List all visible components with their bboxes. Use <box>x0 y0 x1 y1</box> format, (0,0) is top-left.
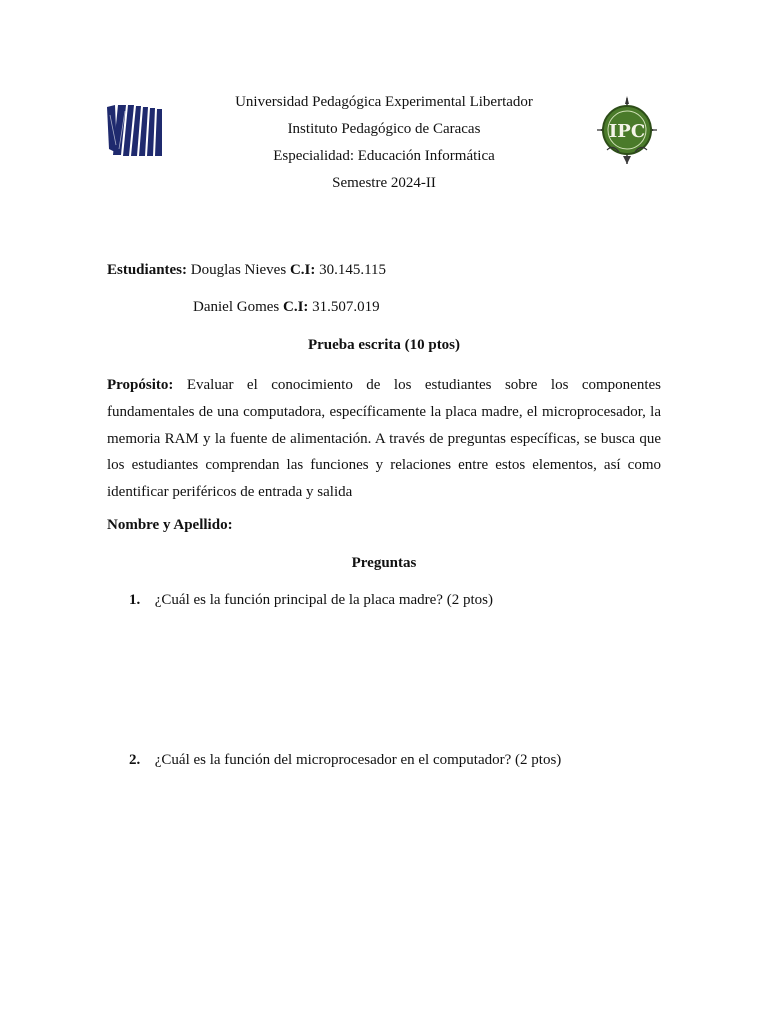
student-name: Douglas Nieves <box>190 262 287 278</box>
question-item <box>129 752 561 769</box>
question-text: ¿Cuál es la función del microprocesador en el computador? (2 ptos) <box>154 752 562 768</box>
ci-label: C.I: <box>289 262 316 278</box>
student-name: Daniel Gomes <box>193 299 280 315</box>
purpose-label: Propósito: <box>107 377 174 393</box>
test-title: Prueba escrita (10 ptos) <box>307 337 461 353</box>
question-number: 2. <box>129 752 141 768</box>
institute-name: Instituto Pedagógico de Caracas <box>287 121 481 137</box>
students-line-1 <box>107 262 386 279</box>
purpose-paragraph <box>107 372 661 506</box>
upel-logo-icon <box>107 105 163 156</box>
students-label: Estudiantes: <box>107 262 188 278</box>
semester: Semestre 2024-II <box>332 175 436 191</box>
university-name: Universidad Pedagógica Experimental Libertador <box>235 94 533 110</box>
ipc-seal-icon <box>593 94 661 166</box>
student-ci: 30.145.115 <box>319 262 387 278</box>
name-field-label: Nombre y Apellido: <box>107 517 233 533</box>
institution-header <box>170 89 598 197</box>
students-line-2 <box>193 299 380 316</box>
question-item <box>129 592 493 609</box>
purpose-text: Evaluar el conocimiento de los estudiantes sobre los componentes fundamentales de una computadora, específicamente la placa madre, el microprocesador, la memoria RAM y la fuente de alimentación. A través de preguntas específicas, se busca que los estudiantes comprendan las funciones y relaciones entre estos elementos, así como identificar periféricos de entrada y salida <box>107 377 662 501</box>
student-ci: 31.507.019 <box>312 299 380 315</box>
ci-label: C.I: <box>282 299 309 315</box>
ipc-seal-text: IPC <box>608 121 646 142</box>
specialty: Especialidad: Educación Informática <box>273 148 495 164</box>
question-text: ¿Cuál es la función principal de la placa madre? (2 ptos) <box>154 592 493 608</box>
question-number: 1. <box>129 592 141 608</box>
questions-title: Preguntas <box>351 555 417 571</box>
